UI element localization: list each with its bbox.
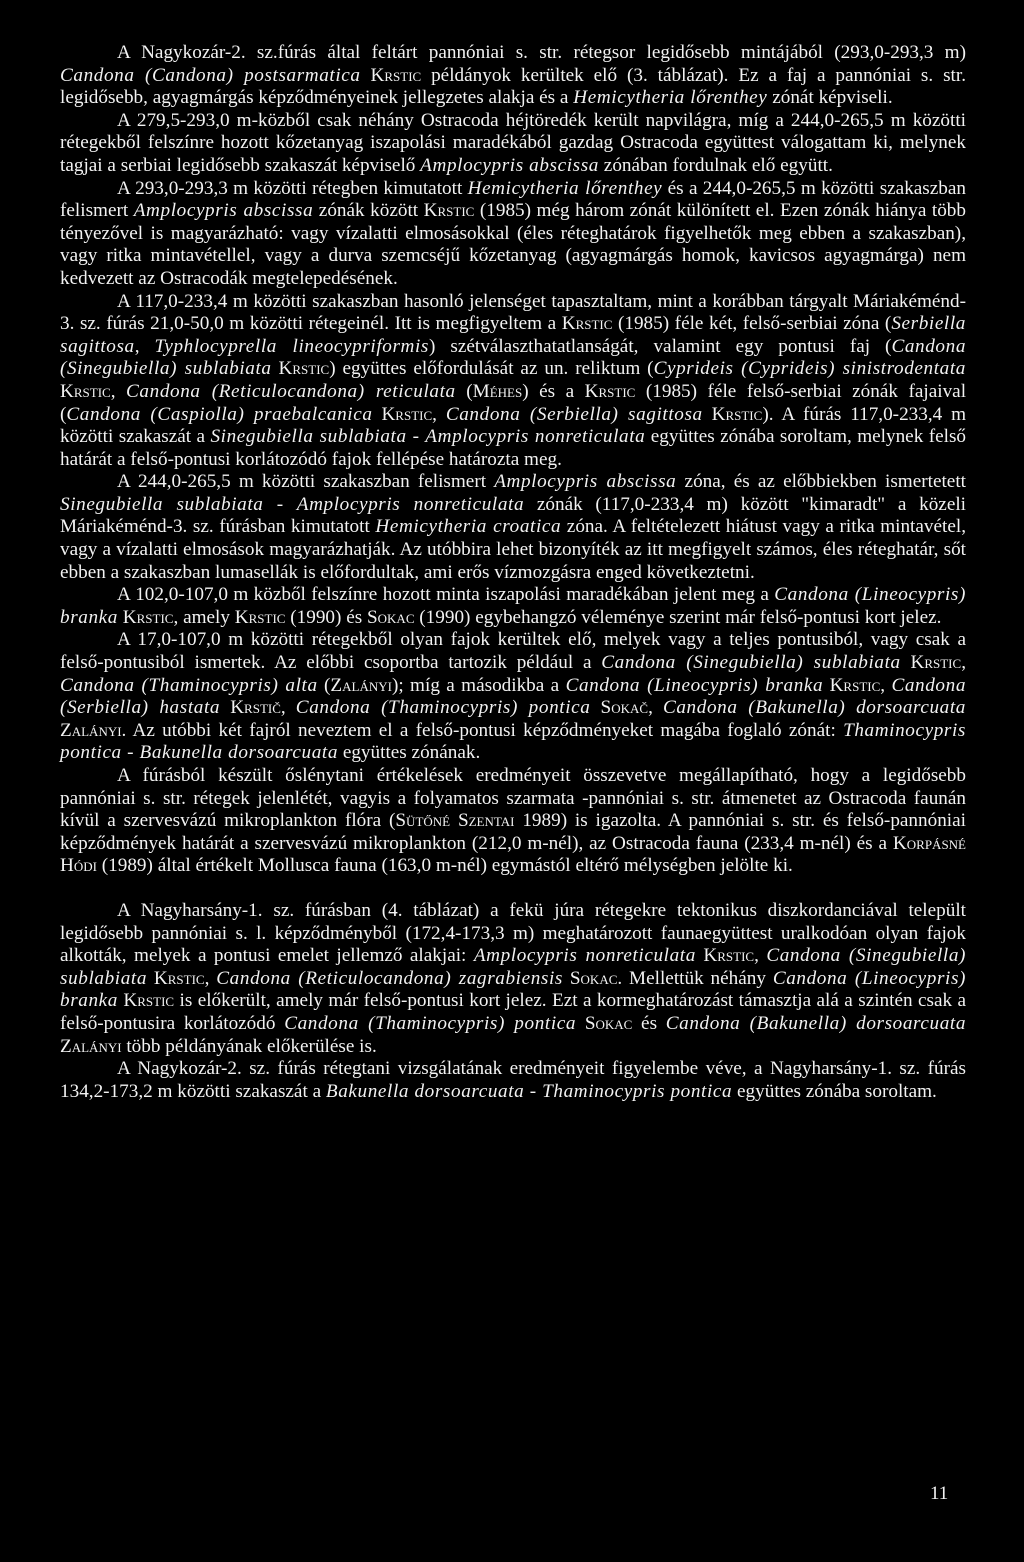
author-name: Sütőné Szentai xyxy=(395,810,515,832)
paragraph-p5 xyxy=(60,471,966,584)
text-run: A 279,5-293,0 m-közből csak néhány Ostracoda héjtöredék került napvilágra, míg a 244,0-265,5 m közötti rétegekből felszínre hozott kőzetanyag iszapolási maradékából gazdag Ostracoda együttest válogattam ki, melynek tagjai a serbiai legidősebb szakaszát képviselő xyxy=(60,109,966,176)
text-run: , xyxy=(754,945,767,967)
taxon-name: Sinegubiella sublabiata - Amplocypris nonreticulata xyxy=(210,426,646,448)
author-name: Krstič xyxy=(230,697,281,719)
text-run: 1989) is igazolta. A pannóniai s. str. és felső-pannóniai képződmények határát a szervesvázú mikroplankton (212,0 m-nél), az Ostracoda fauna (233,4 m-nél) és a xyxy=(60,810,966,854)
text-run: együttes zónába soroltam, melynek felső határát a felső-pontusi korlátozódó fajok fellépése határozta meg. xyxy=(60,426,967,470)
text-run: zónában fordulnak elő együtt. xyxy=(599,154,833,176)
paragraph-p10 xyxy=(60,1058,966,1103)
taxon-name: Thaminocypris pontica - Bakunella dorsoarcuata xyxy=(60,719,966,764)
text-run: . Mellettük néhány xyxy=(617,967,773,989)
text-run: A Nagykozár-2. sz.fúrás által feltárt pannóniai s. str. rétegsor legidősebb mintájából (293,0-293,3 m) xyxy=(117,42,966,63)
text-run xyxy=(590,697,600,718)
text-run: , amely xyxy=(173,606,235,628)
taxon-name: Candona (Lineocypris) branka xyxy=(60,967,967,1012)
taxon-name: Candona (Sinegubiella) sublabiata xyxy=(601,652,901,674)
text-run xyxy=(272,358,279,379)
text-run xyxy=(576,1013,585,1034)
text-run: együttes zónába soroltam. xyxy=(732,1080,937,1102)
taxon-name: Candona (Lineocypris) branka xyxy=(565,674,824,696)
paragraph-p6 xyxy=(60,584,966,629)
taxon-name: Candona (Caspiolla) praebalcanica xyxy=(66,403,373,425)
text-run: A 102,0-107,0 m közből felszínre hozott minta iszapolási maradékában jelent meg a xyxy=(117,584,775,606)
author-name: Krstic xyxy=(153,967,205,989)
author-name: Zalányi xyxy=(60,719,122,741)
taxon-name: Candona (Sinegubiella) sublabiata xyxy=(60,945,967,989)
text-run: ) és a xyxy=(522,380,585,402)
paragraph-p9 xyxy=(60,900,966,1058)
text-run xyxy=(563,968,570,989)
text-run: zónák (117,0-233,4 m) között "kimaradt" a közeli Máriakéménd-3. sz. fúrásban kimutatott xyxy=(60,493,966,538)
text-run: A Nagykozár-2. sz. fúrás rétegtani vizsgálatának eredményeit figyelembe véve, a Nagyharsány-1. sz. fúrás 134,2-173,2 m közötti szakaszát a xyxy=(60,1058,966,1102)
author-name: Krstic xyxy=(711,403,763,425)
text-run: (1989) által értékelt Mollusca fauna (163,0 m-nél) egymástól eltérő mélységben jelölte ki. xyxy=(96,855,793,877)
text-run: és xyxy=(632,1012,666,1034)
author-name: Sokač xyxy=(600,697,649,719)
text-run: (1985) féle két, felső-serbiai zóna ( xyxy=(612,313,892,335)
taxon-name: Amplocypris nonreticulata xyxy=(473,945,696,967)
text-run: A 244,0-265,5 m közötti szakaszban felismert xyxy=(117,471,495,493)
text-run: A Nagyharsány-1. sz. fúrásban (4. táblázat) a fekü júra rétegekre tektonikus diszkordanciával települt legidősebb pannóniai s. l. képződményből (172,4-173,3 m) meghatározott faunaegyüttest uralkodóan olyan fajok alkották, melyek a pontusi emelet jellemző alakjai: xyxy=(60,899,966,967)
author-name: Zalányi xyxy=(60,1035,122,1057)
text-run: A 17,0-107,0 m közötti rétegekből olyan fajok kerültek elő, melyek vagy a teljes pontusiból, vagy csak a felső-pontusiból ismertek. Az előbbi csoportba tartozik például a xyxy=(60,629,966,674)
author-name: Krstic xyxy=(122,606,174,628)
author-name: Zalányi xyxy=(330,674,392,696)
author-name: Krstic xyxy=(910,652,962,674)
text-run xyxy=(703,404,712,425)
text-run: példányok kerültek elő (3. táblázat). Ez a faj a pannóniai s. str. legidősebb, agyagmárgás képződményeinek jellegzetes alakja és a xyxy=(60,64,966,109)
paragraph-p8 xyxy=(60,765,966,878)
text-run: . Az utóbbi két fajról neveztem el a felső-pontusi képződményeket magába foglaló zónát: xyxy=(121,719,844,741)
text-run: ) szétválaszthatatlanságát, valamint egy pontusi faj ( xyxy=(429,335,892,357)
text-run: (1990) egybehangzó véleménye szerint már felső-pontusi kort jelez. xyxy=(414,606,942,628)
text-run xyxy=(361,65,371,86)
author-name: Krstic xyxy=(381,403,433,425)
text-run: több példányának előkerülése is. xyxy=(121,1035,377,1057)
taxon-name: Amplocypris abscissa xyxy=(133,200,314,222)
taxon-name: Candona (Candona) postsarmatica xyxy=(60,64,361,86)
taxon-name: Candona (Sinegubiella) sublabiata xyxy=(60,335,967,380)
taxon-name: Candona (Serbiella) hastata xyxy=(60,674,967,719)
text-run: és a 244,0-265,5 m közötti szakaszban felismert xyxy=(60,177,966,222)
author-name: Korpásné Hódi xyxy=(60,832,966,877)
author-name: Krstic xyxy=(123,990,175,1012)
text-run: (1985) még három zónát különített el. Ezen zónák hiánya több tényezővel is magyarázható: vagy vízalatti elmosásokkal (éles réteghatárok figyelhetők meg ebben a szakaszban), vagy ritka mintavétellel, vagy a durva szemcséjű kőzetanyag (agyagmárgás homok, kavicsos agyagmárga) nem kedvezett az Ostracodák megtelepedésének. xyxy=(60,200,966,289)
taxon-name: Candona (Thaminocypris) alta xyxy=(60,674,318,696)
text-run: , xyxy=(880,674,892,696)
text-run xyxy=(220,697,230,718)
body-text xyxy=(60,42,966,1103)
text-run: is előkerült, amely már felső-pontusi kort jelez. Ezt a kormeghatározást támasztja alá a szintén csak a felső-pontusira korlátozódó xyxy=(60,990,967,1034)
author-name: Krstic xyxy=(370,64,422,86)
paragraph-p1 xyxy=(60,42,966,110)
taxon-name: Candona (Thaminocypris) pontica xyxy=(284,1012,577,1034)
text-run: (1990) és xyxy=(285,606,367,628)
text-run: , xyxy=(134,335,155,357)
page-number: 11 xyxy=(930,1483,949,1504)
author-name: Méhes xyxy=(472,380,523,402)
taxon-name: Sinegubiella sublabiata - Amplocypris nonreticulata xyxy=(60,493,525,515)
paragraph-p4 xyxy=(60,291,966,472)
text-run: ( xyxy=(317,674,331,696)
taxon-name: Candona (Bakunella) dorsoarcuata xyxy=(662,697,967,719)
paragraph-p7 xyxy=(60,629,966,765)
text-run: együttes zónának. xyxy=(338,742,481,764)
text-run: zóna. A feltételezett hiátust vagy a ritka mintavétel, vagy a vízalatti elmosások magyarázhatják. Az utóbbira lehet bizonyíték az itt megfigyelt számos, éles réteghatár, sőt ebben a szakaszban lumasellák is előfordultak, ami erős vízmozgásra enged következtetni. xyxy=(60,516,966,583)
taxon-name: Candona (Reticulocandona) reticulata xyxy=(126,380,456,402)
paragraph-p2 xyxy=(60,110,966,178)
text-run: , xyxy=(648,697,663,719)
taxon-name: Typhlocyprella lineocypriformis xyxy=(154,335,429,357)
text-run: A fúrásból készült őslénytani értékelések eredményeit összevetve megállapítható, hogy a legidősebb pannóniai s. str. rétegek jelenlétét, vagyis a folyamatos szarmata -pannóniai s. str. átmenetet az Ostracoda faunán kívül a szervesvázú mikroplankton flóra ( xyxy=(60,765,966,832)
taxon-name: Bakunella dorsoarcuata - Thaminocypris pontica xyxy=(325,1080,733,1102)
author-name: Sokac xyxy=(366,606,415,628)
text-run: zónák között xyxy=(313,200,424,222)
text-run: ) együttes előfordulását az un. reliktum ( xyxy=(329,358,654,380)
taxon-name: Candona (Bakunella) dorsoarcuata xyxy=(665,1012,967,1034)
author-name: Krstic xyxy=(278,358,330,380)
text-run: , xyxy=(961,652,966,674)
text-run: zóna, és az előbbiekben ismertetett xyxy=(676,471,966,493)
author-name: Sokac xyxy=(569,967,618,989)
author-name: Krstic xyxy=(423,200,475,222)
text-run: , xyxy=(110,380,127,402)
author-name: Krstic xyxy=(234,606,286,628)
taxon-name: Amplocypris abscissa xyxy=(420,154,599,176)
text-run: ); míg a másodikba a xyxy=(391,674,566,696)
text-run: zónát képviseli. xyxy=(767,87,893,109)
taxon-name: Hemicytheria lőrenthey xyxy=(573,87,768,109)
text-run: ( xyxy=(455,380,473,402)
text-run: (1985) féle felső-serbiai zónák fajaival ( xyxy=(60,380,967,425)
taxon-name: Cyprideis (Cyprideis) sinistrodentata xyxy=(653,358,966,380)
author-name: Krstic xyxy=(584,380,636,402)
taxon-name: Candona (Lineocypris) branka xyxy=(60,584,966,628)
text-run xyxy=(147,968,154,989)
taxon-name: Candona (Reticulocandona) zagrabiensis xyxy=(216,967,563,989)
taxon-name: Candona (Thaminocypris) pontica xyxy=(295,697,591,719)
taxon-name: Candona (Serbiella) sagittosa xyxy=(445,403,703,425)
text-run: A 117,0-233,4 m közötti szakaszban hasonló jelenséget tapasztaltam, mint a korábban tárgyalt Máriakéménd-3. sz. fúrás 21,0-50,0 m közötti rétegeinél. Itt is megfigyeltem a xyxy=(60,290,966,335)
taxon-name: Amplocypris abscissa xyxy=(494,471,677,493)
taxon-name: Hemicytheria croatica xyxy=(375,516,562,538)
author-name: Krstic xyxy=(60,380,111,402)
taxon-name: Hemicytheria lőrenthey xyxy=(467,177,663,199)
text-run: A 293,0-293,3 m közötti rétegben kimutatott xyxy=(117,177,468,199)
text-run: , xyxy=(432,403,446,425)
taxon-name: Serbiella sagittosa xyxy=(60,313,966,357)
author-name: Krstic xyxy=(703,945,755,967)
paragraph-p3 xyxy=(60,178,966,291)
author-name: Krstic xyxy=(561,313,613,335)
text-run: ). A fúrás 117,0-233,4 m közötti szakaszát a xyxy=(60,403,967,448)
text-run: , xyxy=(204,967,217,989)
author-name: Sokac xyxy=(584,1012,633,1034)
author-name: Krstic xyxy=(829,674,881,696)
text-run: , xyxy=(280,697,296,719)
